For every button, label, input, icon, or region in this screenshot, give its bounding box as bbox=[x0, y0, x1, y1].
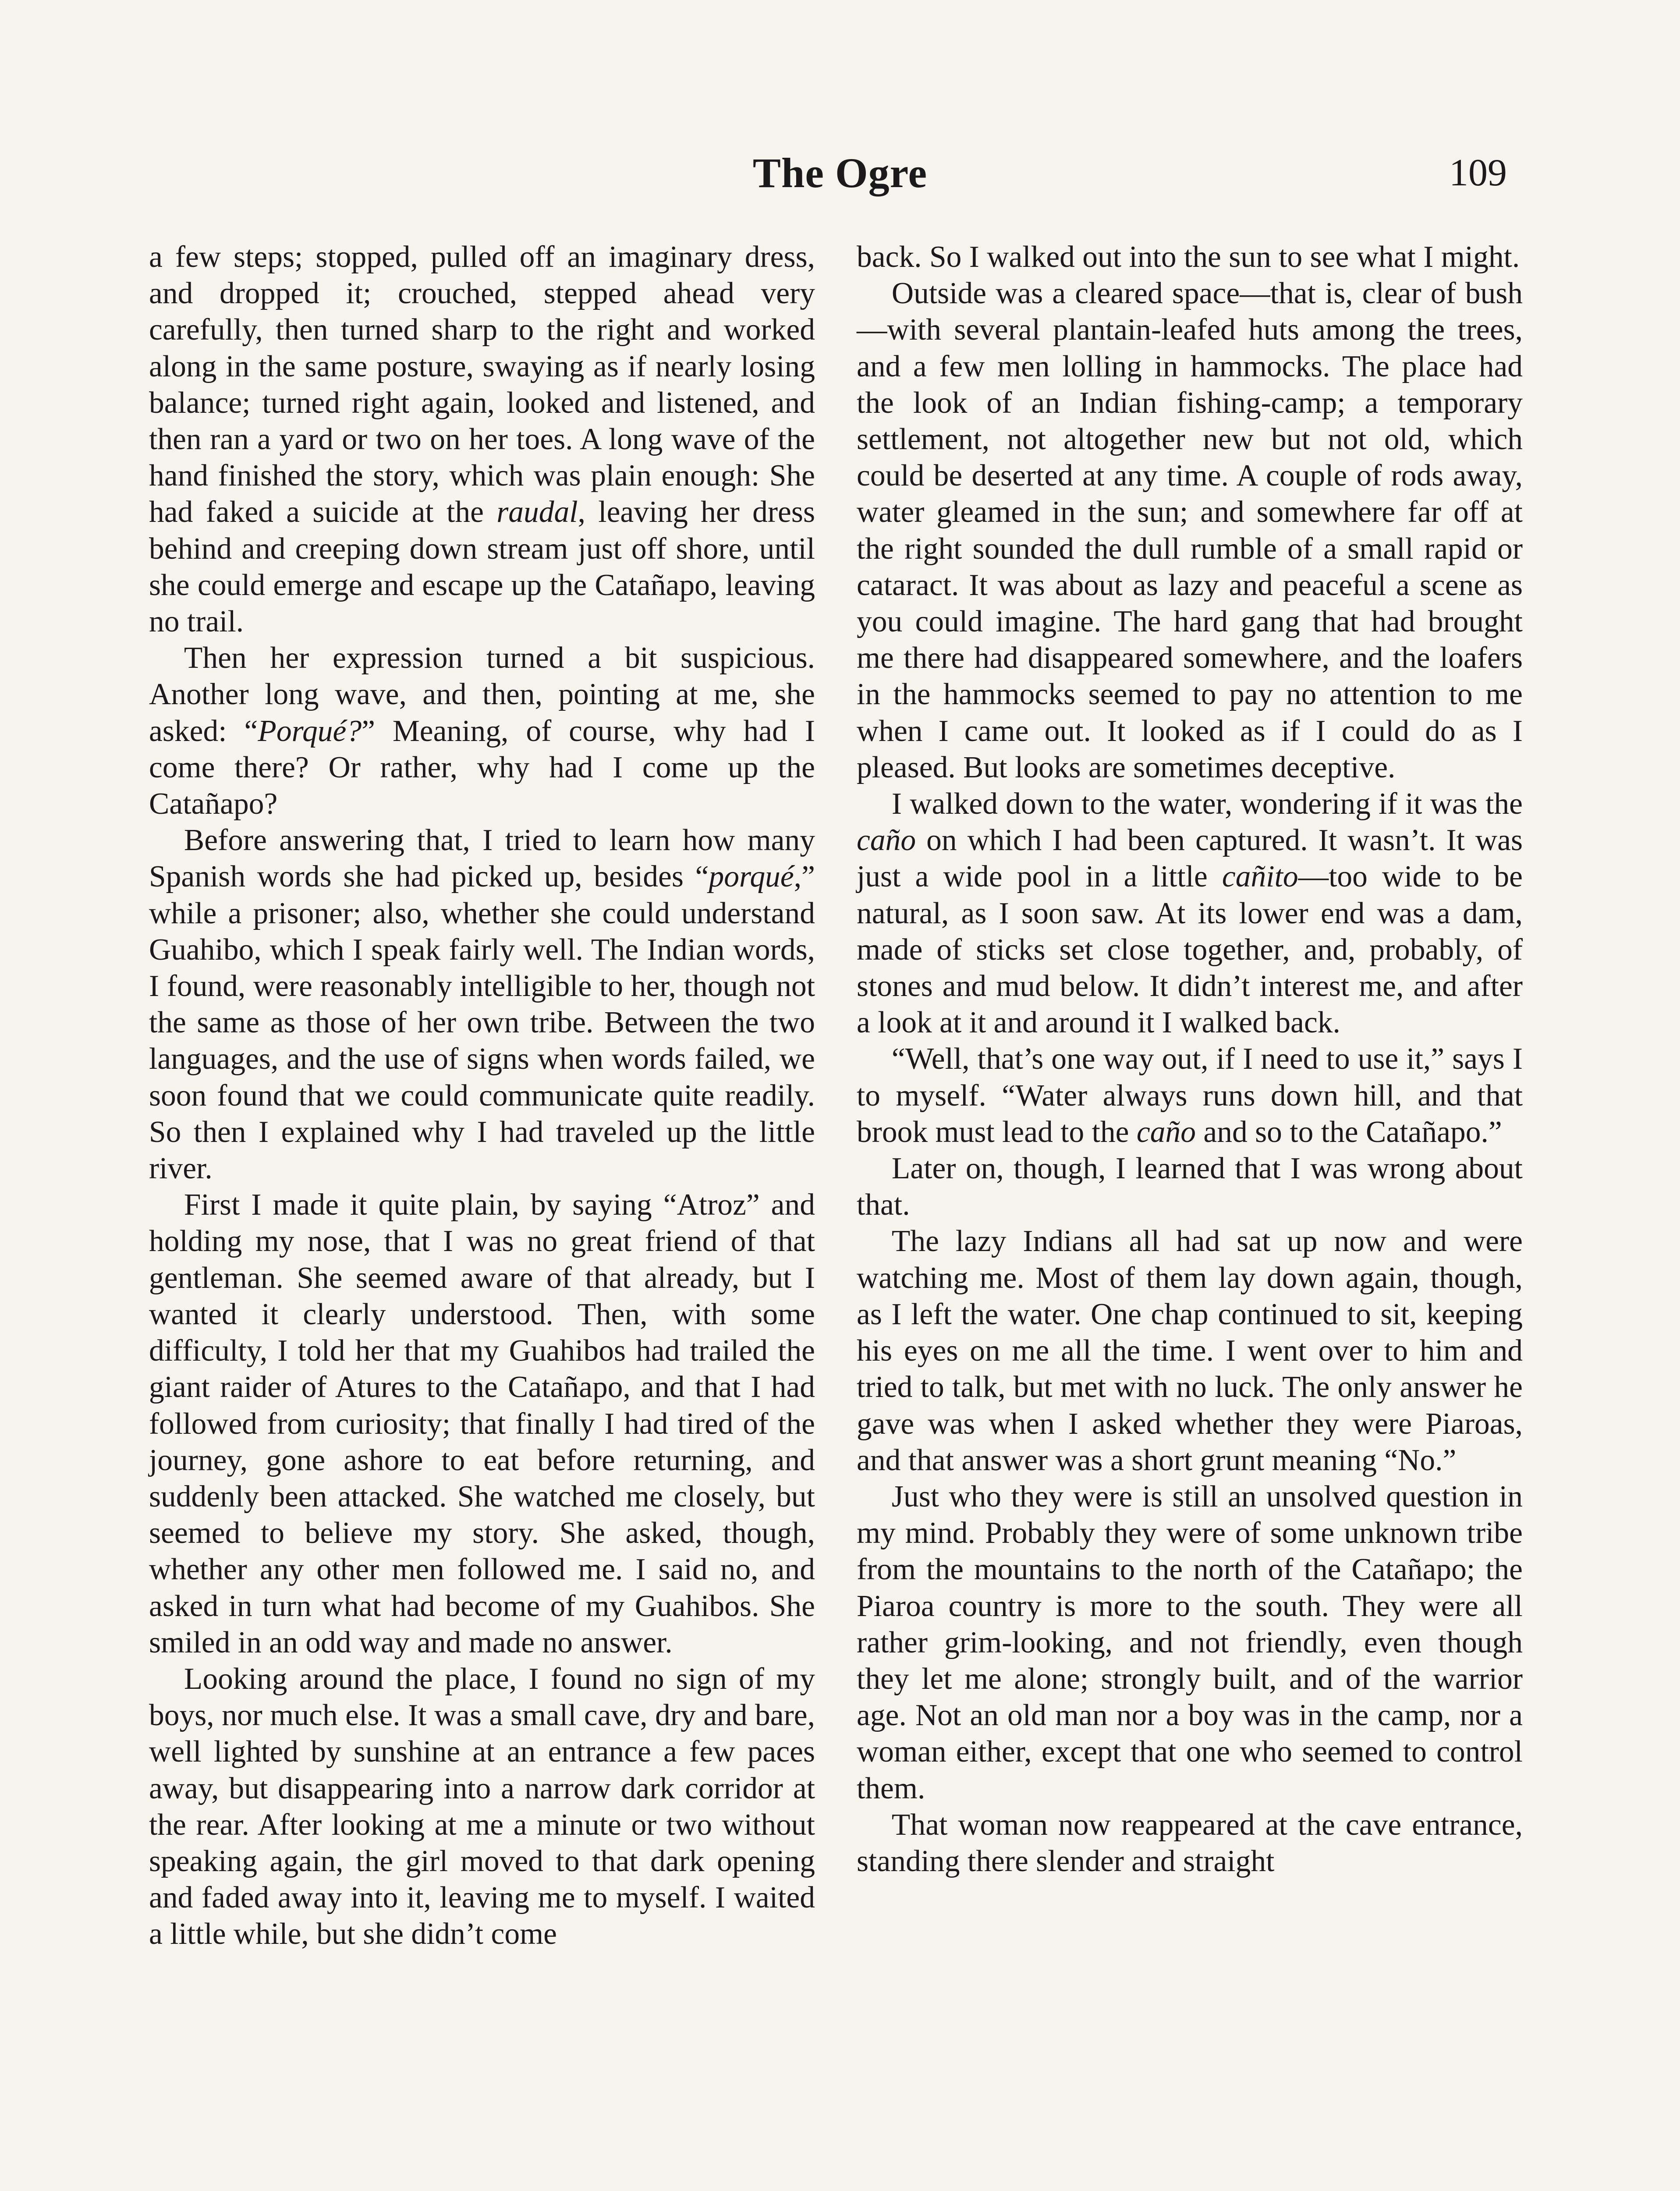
text-run: ” Meaning, of course, why had I come there? Or rather, why had I come up the Catañapo? bbox=[149, 714, 815, 821]
page-number: 109 bbox=[1449, 152, 1507, 194]
text-run: back. So I walked out into the sun to see what I might. bbox=[857, 240, 1520, 274]
paragraph bbox=[149, 1187, 815, 1661]
paragraph bbox=[857, 1478, 1523, 1807]
text-run: Looking around the place, I found no sign of my boys, nor much else. It was a small cave, dry and bare, well lighted by sunshine at an entrance a few paces away, but disappearing into a narrow dark corridor at the rear. After looking at me a minute or two without speaking again, the girl moved to that dark opening and faded away into it, leaving me to myself. I waited a little while, but she didn’t come bbox=[149, 1662, 815, 1951]
text-run: Then her expression turned a bit suspicious. Another long wave, and then, pointing at me, she asked: “ bbox=[149, 641, 815, 748]
italic-word: porqué bbox=[709, 860, 794, 894]
page-header bbox=[0, 145, 1680, 202]
paragraph bbox=[857, 1223, 1523, 1478]
paragraph bbox=[857, 275, 1523, 786]
text-run: Later on, though, I learned that I was wrong about that. bbox=[857, 1152, 1523, 1222]
paragraph bbox=[857, 1150, 1523, 1223]
paragraph bbox=[857, 1807, 1523, 1879]
text-run: “Well, that’s one way out, if I need to use it,” says I to myself. “Water always runs down hill, and that brook must lead to the bbox=[857, 1042, 1523, 1149]
right-text-column bbox=[857, 239, 1523, 1879]
text-run: The lazy Indians all had sat up now and were watching me. Most of them lay down again, though, as I left the water. One chap continued to sit, keeping his eyes on me all the time. I went over to him and tried to talk, but met with no luck. The only answer he gave was when I asked whether they were Piaroas, and that answer was a short grunt meaning “No.” bbox=[857, 1224, 1523, 1477]
paragraph bbox=[149, 640, 815, 822]
text-run: and so to the Catañapo.” bbox=[1196, 1115, 1502, 1149]
text-run: —too wide to be natural, as I soon saw. At its lower end was a dam, made of sticks set close together, and, probably, of stones and mud below. It didn’t interest me, and after a look at it and around it I walked back. bbox=[857, 860, 1523, 1040]
text-run: on which I had been captured. It wasn’t. It was just a wide pool in a little bbox=[857, 823, 1523, 894]
text-run: That woman now reappeared at the cave entrance, standing there slender and straight bbox=[857, 1808, 1523, 1878]
running-title: The Ogre bbox=[752, 149, 928, 196]
paragraph bbox=[857, 239, 1523, 275]
text-run: Just who they were is still an unsolved question in my mind. Probably they were of some unknown tribe from the mountains to the north of the Catañapo; the Piaroa country is more to the south. They were all rather grim-looking, and not friendly, even though they let me alone; strongly built, and of the warrior age. Not an old man nor a boy was in the camp, nor a woman either, except that one who seemed to control them. bbox=[857, 1479, 1523, 1805]
left-text-column bbox=[149, 239, 815, 1953]
italic-word: cañito bbox=[1222, 860, 1298, 894]
paragraph bbox=[857, 1041, 1523, 1150]
text-run: ,” while a prisoner; also, whether she could understand Guahibo, which I speak fairly well. The Indian words, I found, were reasonably intelligible to her, though not the same as those of her own tribe. Between the two languages, and the use of signs when words failed, we soon found that we could communicate quite readily. So then I explained why I had traveled up the little river. bbox=[149, 860, 815, 1186]
text-run: I walked down to the water, wondering if it was the bbox=[891, 787, 1523, 821]
text-run: , leaving her dress behind and creeping down stream just off shore, until she could emerge and escape up the Catañapo, leaving no trail. bbox=[149, 495, 815, 639]
text-run: Before answering that, I tried to learn how many Spanish words she had picked up, besides “ bbox=[149, 823, 815, 894]
text-run: a few steps; stopped, pulled off an imaginary dress, and dropped it; crouched, stepped ahead very carefully, then turned sharp to the right and worked along in the same posture, swaying as if nearly losing balance; turned right again, looked and listened, and then ran a yard or two on her toes. A long wave of the hand finished the story, which was plain enough: She had faked a suicide at the bbox=[149, 240, 815, 529]
paragraph bbox=[857, 786, 1523, 1041]
paragraph bbox=[149, 822, 815, 1187]
italic-word: caño bbox=[1136, 1115, 1196, 1149]
paragraph bbox=[149, 1661, 815, 1953]
paragraph bbox=[149, 239, 815, 640]
italic-word: raudal bbox=[496, 495, 578, 529]
text-run: Outside was a cleared space—that is, clear of bush—with several plantain-leafed huts among the trees, and a few men lolling in hammocks. The place had the look of an Indian fishing-camp; a temporary settlement, not altogether new but not old, which could be deserted at any time. A couple of rods away, water gleamed in the sun; and somewhere far off at the right sounded the dull rumble of a small rapid or cataract. It was about as lazy and peaceful a scene as you could imagine. The hard gang that had brought me there had disappeared somewhere, and the loafers in the hammocks seemed to pay no attention to me when I came out. It looked as if I could do as I pleased. But looks are sometimes deceptive. bbox=[857, 277, 1523, 784]
italic-word: caño bbox=[857, 823, 916, 858]
text-run: First I made it quite plain, by saying “Atroz” and holding my nose, that I was no great friend of that gentleman. She seemed aware of that already, but I wanted it clearly understood. Then, with some difficulty, I told her that my Guahibos had trailed the giant raider of Atures to the Catañapo, and that I had followed from curiosity; that finally I had tired of the journey, gone ashore to eat before returning, and suddenly been attacked. She watched me closely, but seemed to believe my story. She asked, though, whether any other men followed me. I said no, and asked in turn what had become of my Guahibos. She smiled in an odd way and made no answer. bbox=[149, 1188, 815, 1659]
italic-word: Porqué? bbox=[258, 714, 362, 748]
